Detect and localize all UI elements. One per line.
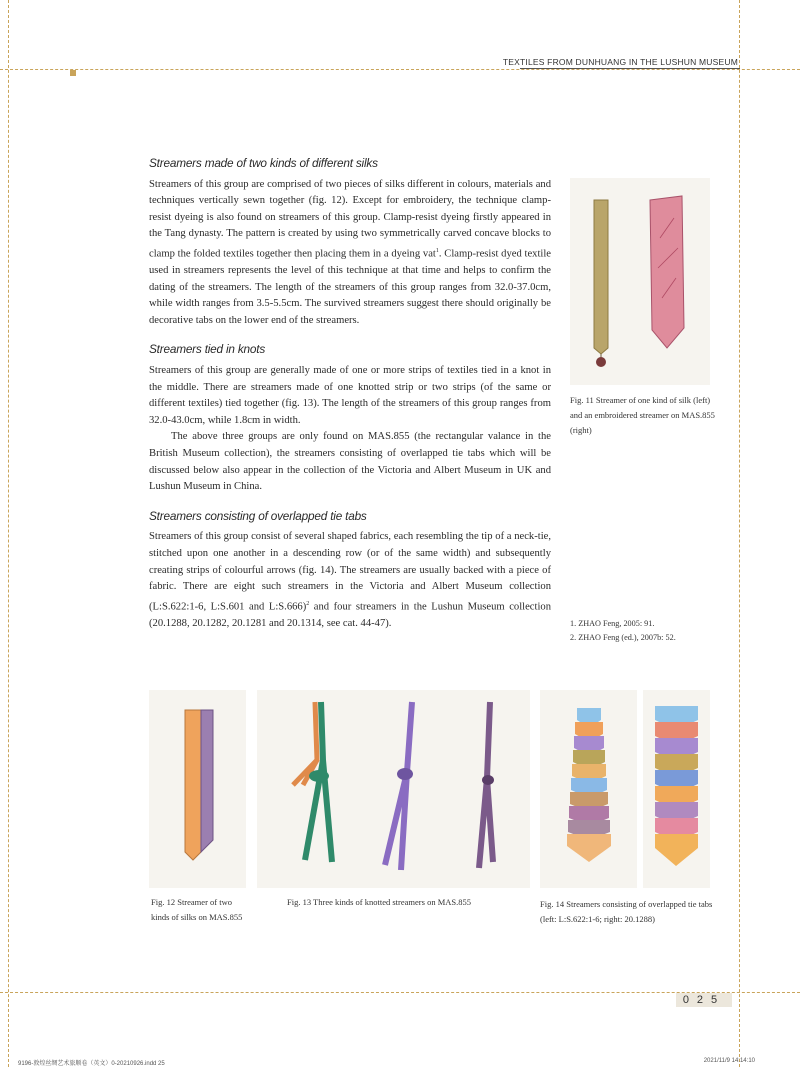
fig14-caption: Fig. 14 Streamers consisting of overlapped tie tabs (left: L:S.622:1-6; right: 20.1288): [540, 899, 713, 924]
fig13-illustration: [257, 690, 530, 888]
footnote-2: 2. ZHAO Feng (ed.), 2007b: 52.: [570, 633, 676, 642]
fig11-caption: Fig. 11 Streamer of one kind of silk (left) and an embroidered streamer on MAS.855 (right): [570, 395, 715, 435]
fig14-illustration-right: [643, 690, 710, 888]
footnote-ref-2: 2: [306, 600, 310, 607]
slug-right: 2021/11/9 14:14:10: [703, 1058, 755, 1064]
main-text: [149, 155, 551, 633]
section-heading-knots: Streamers tied in knots: [149, 342, 266, 357]
fig12-illustration: [149, 690, 246, 888]
paragraph-two-silks: Streamers of this group are comprised of two pieces of silks different in colours, materials and techniques vertically sewn together (fig. 12). Except for embroidery, the technique clamp-resist dyeing is also found on streamers of this group. Clamp-resist dyeing firstly appeared in the Tang dynasty. The pattern is created by using two symmetrically carved concave blocks to clamp the folded textiles together then placing them in a dyeing vat$^1$. Clamp-resist dyed textile used in streamers represents the level of this technique at that time and helps to confirm the dating of the streamers. The length of the streamers of this group ranges from 32.0-37.0cm, while width ranges from 3.5-5.5cm. The survived streamers suggest there should originally be decorative tabs on the lower end of the streamers.: [149, 178, 551, 326]
footnote-ref-1: 1: [435, 247, 439, 254]
section-heading-two-silks: Streamers made of two kinds of different silks: [149, 156, 378, 170]
paragraph-tie-tabs: Streamers of this group consist of several shaped fabrics, each resembling the tip of a neck-tie, stitched upon one another in a descending row (or of the same width) and subsequently creating strips of colourful arrows (fig. 14). The streamers are usually backed with a piece of fabric. There are eight such streamers in the Victoria and Albert Museum collection (L:S.622:1-6, L:S.601 and L:S.666)$^2$ and four streamers in the Lushun Museum collection (20.1288, 20.1282, 20.1281 and 20.1314, see cat. 44-47).: [149, 531, 551, 629]
slug-left: 9196-敦煌丝绸艺术旅顺卷（英文）0-20210926.indd 25: [18, 1061, 165, 1067]
paragraph-knots-2: The above three groups are only found on MAS.855 (the rectangular valance in the British Museum collection), the streamers consisting of overlapped tie tabs which will be discussed below also appear in the collection of the Victoria and Albert Museum in UK and Lushun Museum in China.: [149, 431, 551, 493]
fig11-image: [570, 178, 710, 385]
fig11-illustration: [570, 178, 710, 385]
footnotes: [570, 617, 676, 645]
fig13-image: [257, 690, 530, 888]
fig13-caption: Fig. 13 Three kinds of knotted streamers on MAS.855: [287, 897, 471, 907]
footnote-1: 1. ZHAO Feng, 2005: 91.: [570, 619, 655, 628]
header-rule: [520, 68, 740, 69]
crop-guide-right: [739, 0, 740, 1067]
page-number: 025: [676, 993, 732, 1007]
fig12-caption: Fig. 12 Streamer of two kinds of silks on MAS.855: [151, 897, 243, 922]
fig14-illustration-left: [540, 690, 637, 888]
crop-guide-top: [0, 69, 800, 70]
corner-marker: [70, 70, 76, 76]
fig14-image-left: [540, 690, 637, 888]
crop-guide-left: [8, 0, 9, 1067]
section-heading-tie-tabs: Streamers consisting of overlapped tie tabs: [149, 508, 367, 523]
fig12-image: [149, 690, 246, 888]
fig14-image-right: [643, 690, 710, 888]
paragraph-knots-1: Streamers of this group are generally made of one or more strips of textiles tied in a knot in the middle. There are streamers made of one knotted strip or two strips (of the same or different textiles) tied together (fig. 13). The length of the streamers of this group ranges from 32.0-43.0cm, while 1.8cm in width.: [149, 365, 551, 426]
running-head: TEXTILES FROM DUNHUANG IN THE LUSHUN MUSEUM: [502, 57, 738, 67]
